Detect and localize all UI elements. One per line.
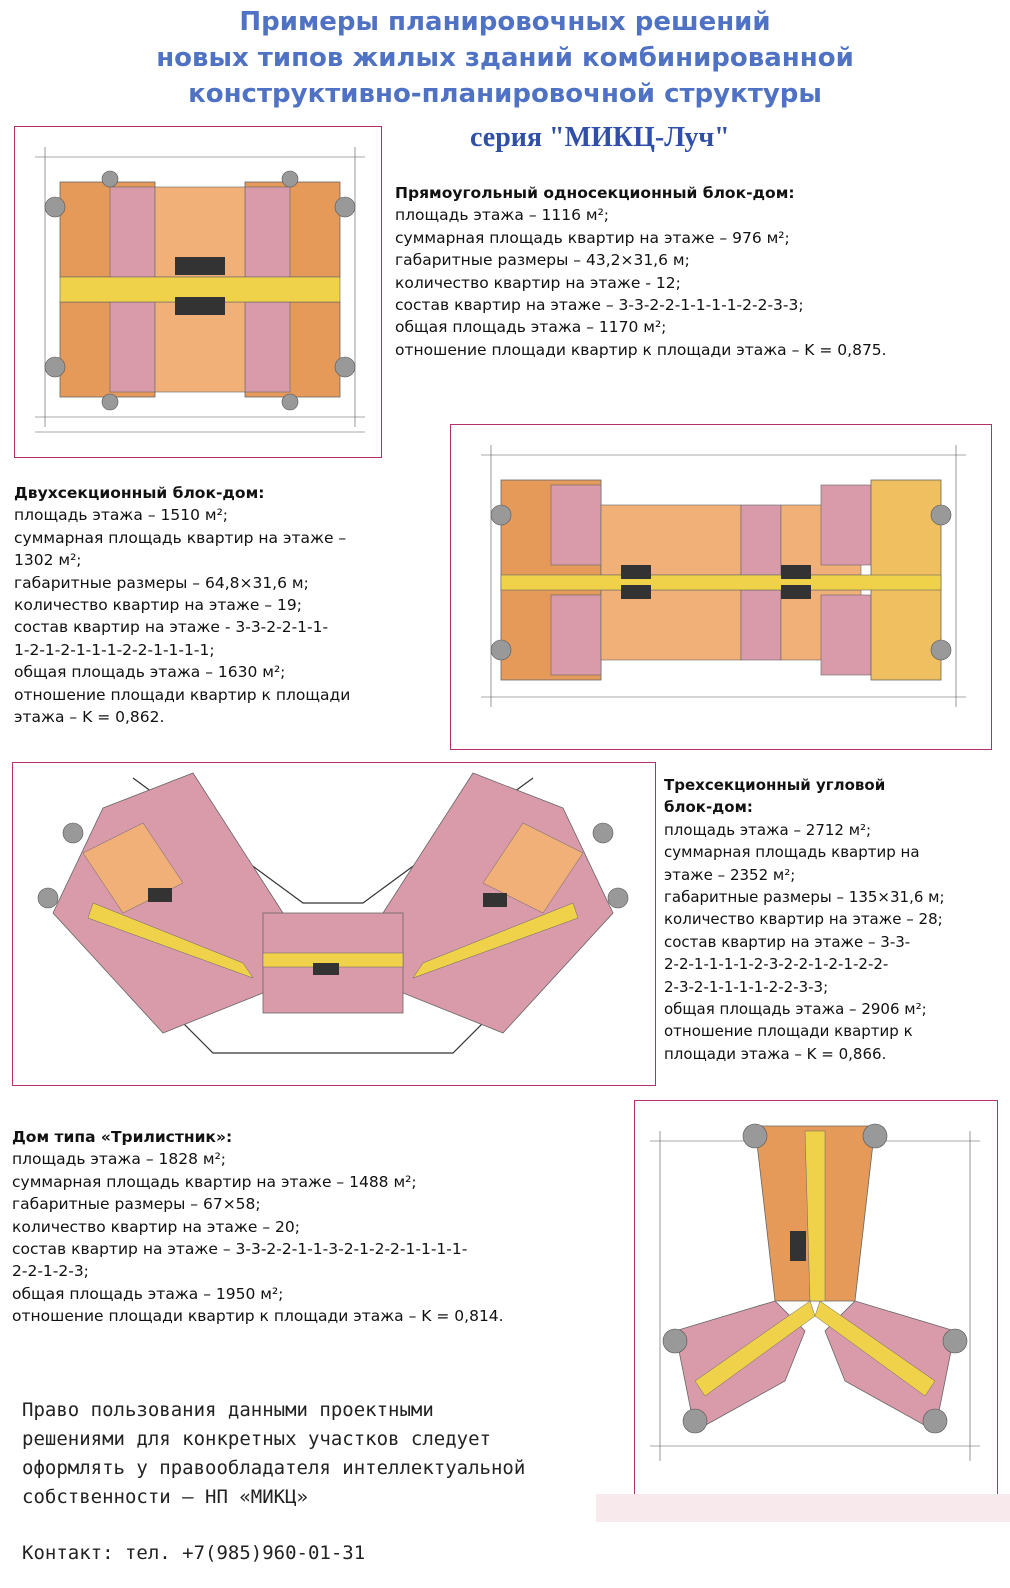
plan-trefoil — [634, 1100, 998, 1496]
spec-four-heading: Дом типа «Трилистник»: — [12, 1128, 233, 1146]
spec-three-heading-1: Трехсекционный угловой — [664, 776, 886, 794]
spec-line: площадь этажа – 1116 м²; — [395, 206, 610, 225]
spec-line: состав квартир на этаже - 3-3-2-2-1-1- — [14, 618, 329, 637]
spec-three-section — [664, 774, 945, 1065]
note-line: собственности – НП «МИКЦ» — [22, 1486, 308, 1508]
page-title — [40, 4, 970, 112]
spec-line: этажа – K = 0,862. — [14, 708, 165, 727]
spec-line: отношение площади квартир к площади — [14, 685, 351, 704]
spec-two-heading: Двухсекционный блок-дом: — [14, 484, 265, 502]
title-line-2: новых типов жилых зданий комбинированной — [156, 43, 854, 73]
spec-one-heading: Прямоугольный односекционный блок-дом: — [395, 184, 795, 202]
spec-line: площадь этажа – 1510 м²; — [14, 506, 229, 525]
spec-line: габаритные размеры – 67×58; — [12, 1195, 261, 1214]
plan-one-section — [14, 126, 382, 458]
rights-note — [22, 1396, 525, 1512]
spec-line: общая площадь этажа – 1950 м²; — [12, 1284, 284, 1303]
spec-line: состав квартир на этаже – 3-3-2-2-1-1-1-1-2-2-3-3; — [395, 296, 804, 315]
spec-one-section — [395, 182, 887, 361]
spec-line: 1302 м²; — [14, 551, 82, 570]
spec-line: суммарная площадь квартир на этаже – 976 м²; — [395, 228, 790, 247]
spec-line: этаже – 2352 м²; — [664, 865, 796, 884]
spec-line: отношение площади квартир к площади этажа – K = 0,814. — [12, 1307, 504, 1326]
spec-line: 2-2-1-2-3; — [12, 1262, 89, 1281]
spec-line: состав квартир на этаже – 3-3-2-2-1-1-3-2-1-2-2-1-1-1-1- — [12, 1240, 468, 1259]
spec-line: количество квартир на этаже – 20; — [12, 1217, 300, 1236]
spec-line: площади этажа – K = 0,866. — [664, 1044, 887, 1063]
title-line-1: Примеры планировочных решений — [239, 7, 771, 37]
spec-line: общая площадь этажа – 1630 м²; — [14, 663, 286, 682]
spec-line: габаритные размеры – 64,8×31,6 м; — [14, 573, 309, 592]
spec-line: общая площадь этажа – 2906 м²; — [664, 1000, 927, 1019]
spec-two-section — [14, 482, 350, 728]
contact-line: Контакт: тел. +7(985)960-01-31 — [22, 1542, 366, 1564]
note-line: решениями для конкретных участков следует — [22, 1428, 491, 1450]
spec-line: общая площадь этажа – 1170 м²; — [395, 318, 667, 337]
pink-stamp-strip — [596, 1494, 1010, 1522]
spec-line: площадь этажа – 2712 м²; — [664, 820, 872, 839]
spec-line: габаритные размеры – 43,2×31,6 м; — [395, 251, 690, 270]
spec-line: 1-2-1-2-1-1-1-2-2-1-1-1-1; — [14, 640, 215, 659]
spec-line: состав квартир на этаже – 3-3- — [664, 932, 911, 951]
note-line: оформлять у правообладателя интеллектуальной — [22, 1457, 526, 1479]
spec-line: отношение площади квартир к площади этажа – K = 0,875. — [395, 340, 887, 359]
note-line: Право пользования данными проектными — [22, 1399, 434, 1421]
spec-line: суммарная площадь квартир на этаже – 1488 м²; — [12, 1172, 417, 1191]
title-line-3: конструктивно-планировочной структуры — [188, 79, 822, 109]
spec-line: 2-3-2-1-1-1-1-2-2-3-3; — [664, 977, 829, 996]
spec-line: отношение площади квартир к — [664, 1022, 913, 1041]
spec-three-heading-2: блок-дом: — [664, 798, 753, 817]
spec-line: количество квартир на этаже – 19; — [14, 596, 302, 615]
spec-line: площадь этажа – 1828 м²; — [12, 1150, 227, 1169]
spec-line: суммарная площадь квартир на этаже – — [14, 528, 347, 547]
plan-two-section — [450, 424, 992, 750]
spec-line: количество квартир на этаже - 12; — [395, 273, 681, 292]
spec-line: 2-2-1-1-1-1-2-3-2-2-1-2-1-2-2- — [664, 955, 889, 974]
spec-trefoil — [12, 1126, 504, 1328]
series-subtitle: серия "МИКЦ-Луч" — [470, 122, 730, 153]
spec-line: суммарная площадь квартир на — [664, 843, 920, 862]
spec-line: количество квартир на этаже – 28; — [664, 910, 943, 929]
plan-three-section — [12, 762, 656, 1086]
spec-line: габаритные размеры – 135×31,6 м; — [664, 888, 945, 907]
